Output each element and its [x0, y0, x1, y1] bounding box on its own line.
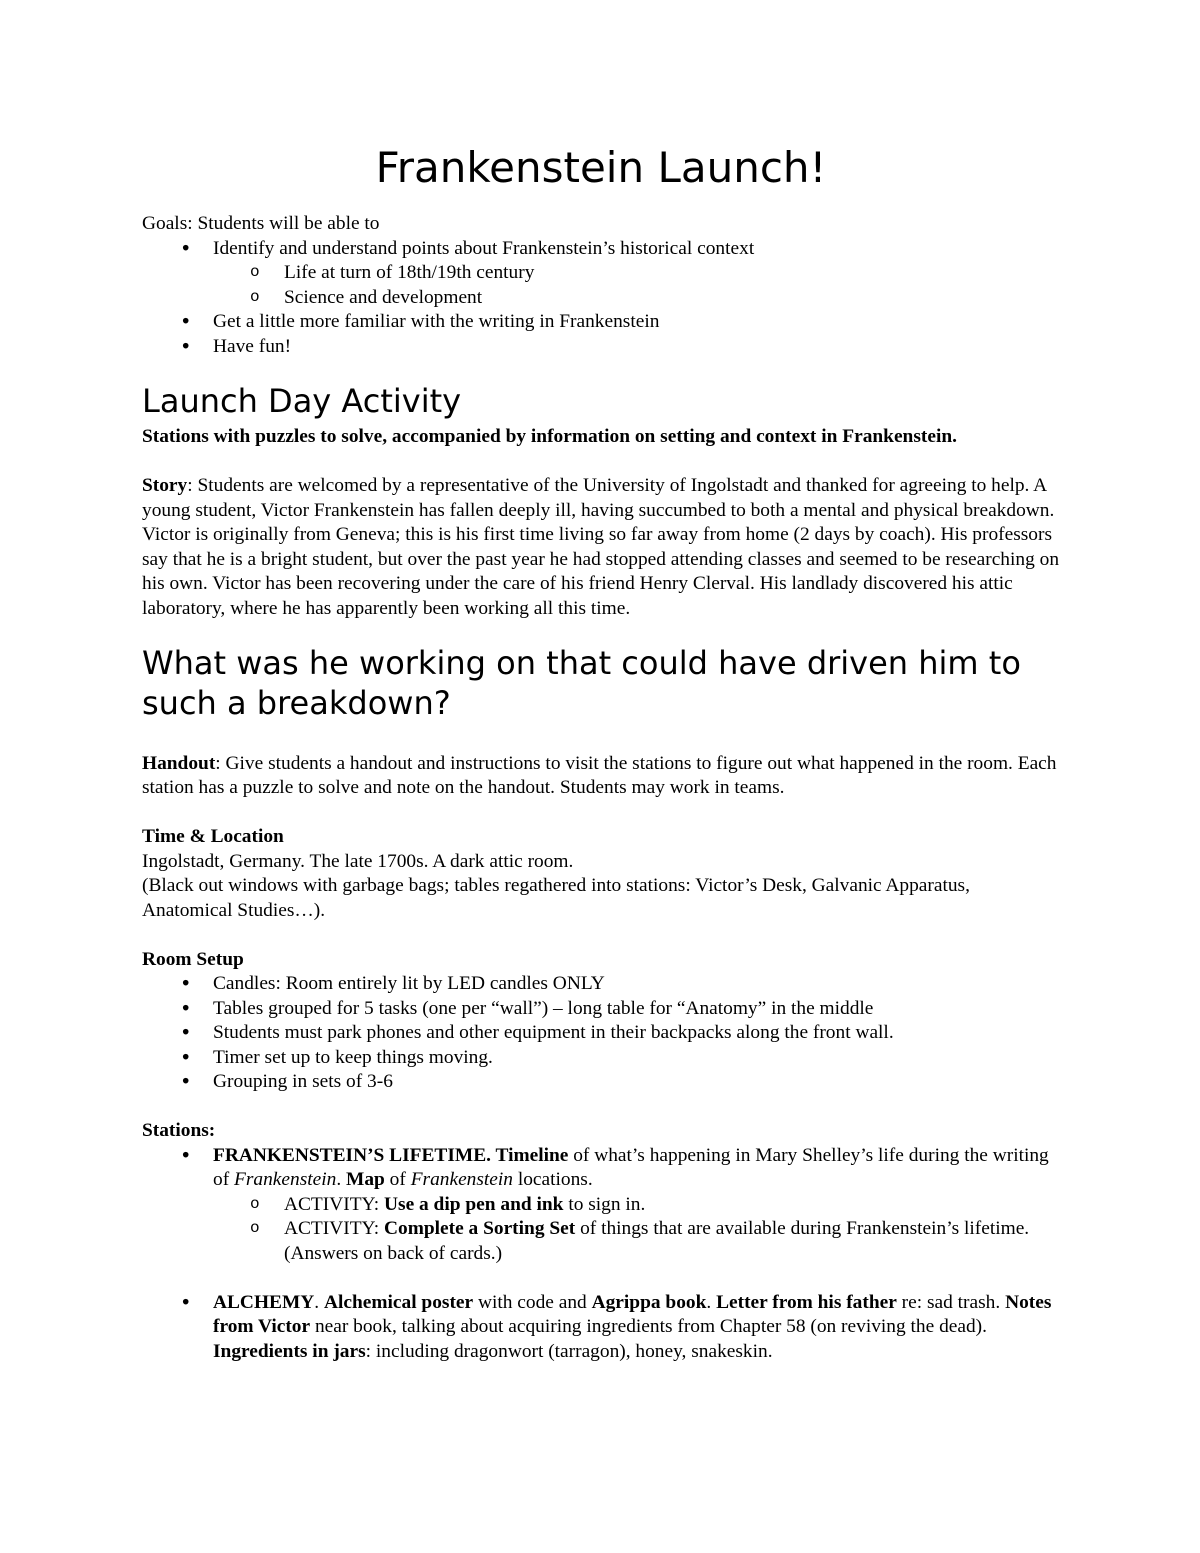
goal-sub-bullet-science: o Science and development — [142, 286, 1060, 311]
activity-run: to sign in. — [563, 1193, 646, 1215]
document-content — [142, 138, 1060, 1364]
story-paragraph — [142, 474, 1060, 621]
launch-day-subtitle: Stations with puzzles to solve, accompanied by information on setting and context in Frankenstein. — [142, 426, 957, 447]
room-setup-bullet-grouping: • Grouping in sets of 3-6 — [142, 1070, 1060, 1095]
station-sub-bullet-activity-pen — [142, 1193, 1060, 1218]
lifetime-run: of — [384, 1169, 411, 1190]
handout-paragraph — [142, 752, 1060, 801]
alchemy-run: Ingredients in jars — [213, 1340, 366, 1362]
time-location-line2: (Black out windows with garbage bags; tables regathered into stations: Victor’s Desk, Galvanic Apparatus, Anatomical Studies…). — [142, 875, 970, 921]
blank-line — [142, 801, 1060, 826]
alchemy-run: Agrippa book — [591, 1291, 707, 1313]
station-bullet-alchemy — [142, 1291, 1060, 1365]
story-text: : Students are welcomed by a representative of the University of Ingolstadt and thanked for agreeing to help. A young student, Victor Frankenstein has fallen deeply ill, having succumbed to both a mental and physical breakdown. Victor is originally from Geneva; this is his first time living so far away from home (2 days by coach). His professors say that he is a bright student, but over the past year he had stopped attending classes and seemed to be researching on his own. Victor has been recovering under the care of his friend Henry Clerval. His landlady discovered his attic laboratory, where he has apparently been working all this time. — [142, 475, 1060, 619]
blank-line — [142, 923, 1060, 948]
room-setup-bullet-timer: • Timer set up to keep things moving. — [142, 1046, 1060, 1071]
alchemy-run: . — [706, 1291, 717, 1313]
lifetime-run: Frankenstein — [234, 1169, 337, 1190]
alchemy-run: Letter from his father — [716, 1291, 897, 1313]
goals-intro: Goals: Students will be able to — [142, 213, 380, 234]
activity-run: Complete a Sorting Set — [384, 1218, 576, 1239]
blank-line — [142, 727, 1060, 752]
time-location-line1: Ingolstadt, Germany. The late 1700s. A dark attic room. — [142, 850, 574, 872]
story-label: Story — [142, 475, 188, 496]
alchemy-run: near book, talking about acquiring ingredients from Chapter 58 (on reviving the dead). — [310, 1316, 987, 1337]
goal-bullet-familiar: • Get a little more familiar with the writing in Frankenstein — [142, 310, 1060, 335]
alchemy-run: Notes from Victor — [213, 1291, 1052, 1337]
stations-heading: Stations: — [142, 1120, 216, 1141]
time-location-heading: Time & Location — [142, 826, 284, 847]
room-setup-bullet-candles: • Candles: Room entirely lit by LED candles ONLY — [142, 972, 1060, 997]
lifetime-run: locations. — [513, 1169, 593, 1190]
activity-run: of things that are available during Frankenstein’s lifetime. (Answers on back of cards.) — [284, 1218, 1030, 1264]
alchemy-run: : including dragonwort (tarragon), honey, snakeskin. — [365, 1340, 773, 1362]
lifetime-run: Frankenstein — [410, 1169, 513, 1190]
blank-line — [142, 1095, 1060, 1120]
alchemy-run: . — [314, 1291, 324, 1313]
blank-line — [142, 1266, 1060, 1291]
room-setup-bullet-phones: • Students must park phones and other equipment in their backpacks along the front wall. — [142, 1021, 1060, 1046]
station-bullet-lifetime — [142, 1144, 1060, 1193]
lifetime-run: FRANKENSTEIN’S LIFETIME. Timeline — [213, 1144, 569, 1166]
handout-label: Handout — [142, 752, 216, 774]
alchemy-run: ALCHEMY — [213, 1291, 315, 1313]
lifetime-run: of what’s happening in Mary Shelley’s life during the writing of — [213, 1144, 1049, 1190]
activity-run: ACTIVITY: — [284, 1218, 385, 1239]
room-setup-heading: Room Setup — [142, 948, 244, 970]
alchemy-run: re: sad trash. — [896, 1291, 1006, 1313]
activity-run: ACTIVITY: — [284, 1193, 385, 1215]
blank-line — [142, 450, 1060, 475]
station-sub-bullet-activity-sorting — [142, 1217, 1060, 1266]
goal-bullet-identify: • Identify and understand points about Frankenstein’s historical context — [142, 237, 1060, 262]
lifetime-run: Map — [346, 1169, 385, 1190]
section-heading-launch-day: Launch Day Activity — [142, 382, 462, 420]
alchemy-run: with code and — [473, 1291, 592, 1313]
section-heading-question: What was he working on that could have driven him to such a breakdown? — [142, 644, 1021, 722]
alchemy-run: Alchemical poster — [323, 1291, 474, 1313]
doc-title: Frankenstein Launch! — [375, 143, 827, 192]
activity-run: Use a dip pen and ink — [384, 1193, 564, 1215]
handout-text: : Give students a handout and instructions to visit the stations to figure out what happened in the room. Each station has a puzzle to solve and note on the handout. Students may work in teams. — [142, 752, 1057, 798]
lifetime-run: . — [336, 1169, 347, 1190]
goal-bullet-fun: • Have fun! — [142, 335, 1060, 360]
room-setup-bullet-tables: • Tables grouped for 5 tasks (one per “wall”) – long table for “Anatomy” in the middle — [142, 997, 1060, 1022]
goal-sub-bullet-life: o Life at turn of 18th/19th century — [142, 261, 1060, 286]
